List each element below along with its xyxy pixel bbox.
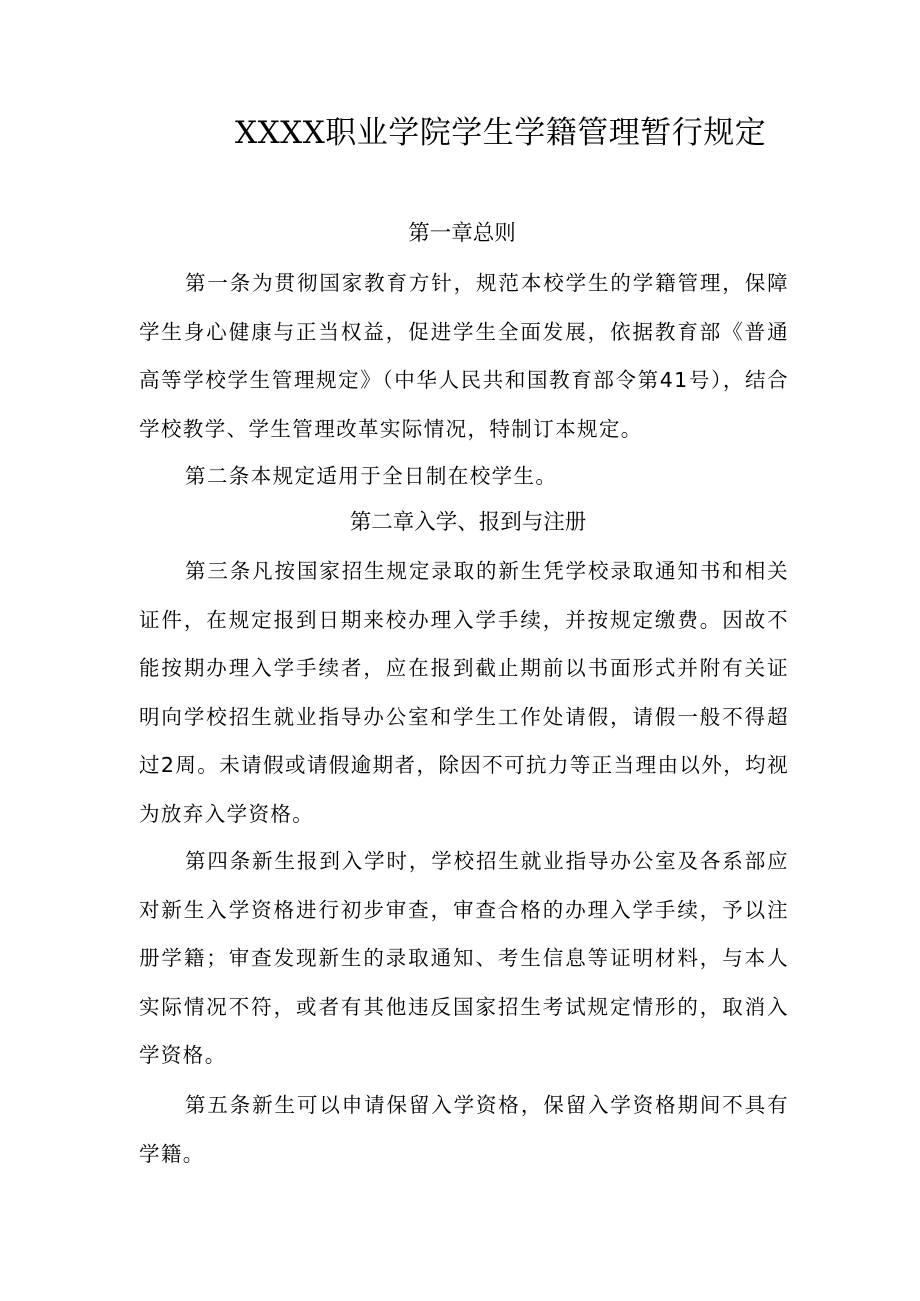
article-2: 第二条本规定适用于全日制在校学生。	[185, 464, 558, 488]
article-1: 第一条为贯彻国家教育方针，规范本校学生的学籍管理，保障学生身心健康与正当权益，促进学生全面发展，依据教育部《普通高等学校学生管理规定》（中华人民共和国教育部令第41号），结合学校教学、学生管理改革实际情况，特制订本规定。	[139, 271, 789, 441]
document-title: XXXX职业学院学生学籍管理暂行规定	[235, 115, 767, 151]
article-3: 第三条凡按国家招生规定录取的新生凭学校录取通知书和相关证件，在规定报到日期来校办理入学手续，并按规定缴费。因故不能按期办理入学手续者，应在报到截止期前以书面形式并附有关证明向学校招生就业指导办公室和学生工作处请假，请假一般不得超过2周。未请假或请假逾期者，除因不可抗力等正当理由以外，均视为放弃入学资格。	[139, 559, 789, 826]
chapter-heading-enrollment: 第二章入学、报到与注册	[349, 510, 587, 535]
chapter-heading-general-provisions: 第一章总则	[408, 221, 516, 246]
article-5: 第五条新生可以申请保留入学资格，保留入学资格期间不具有学籍。	[139, 1093, 789, 1166]
article-4: 第四条新生报到入学时，学校招生就业指导办公室及各系部应对新生入学资格进行初步审查，审查合格的办理入学手续，予以注册学籍；审查发现新生的录取通知、考生信息等证明材料，与本人实际情况不符，或者有其他违反国家招生考试规定情形的，取消入学资格。	[139, 849, 789, 1067]
